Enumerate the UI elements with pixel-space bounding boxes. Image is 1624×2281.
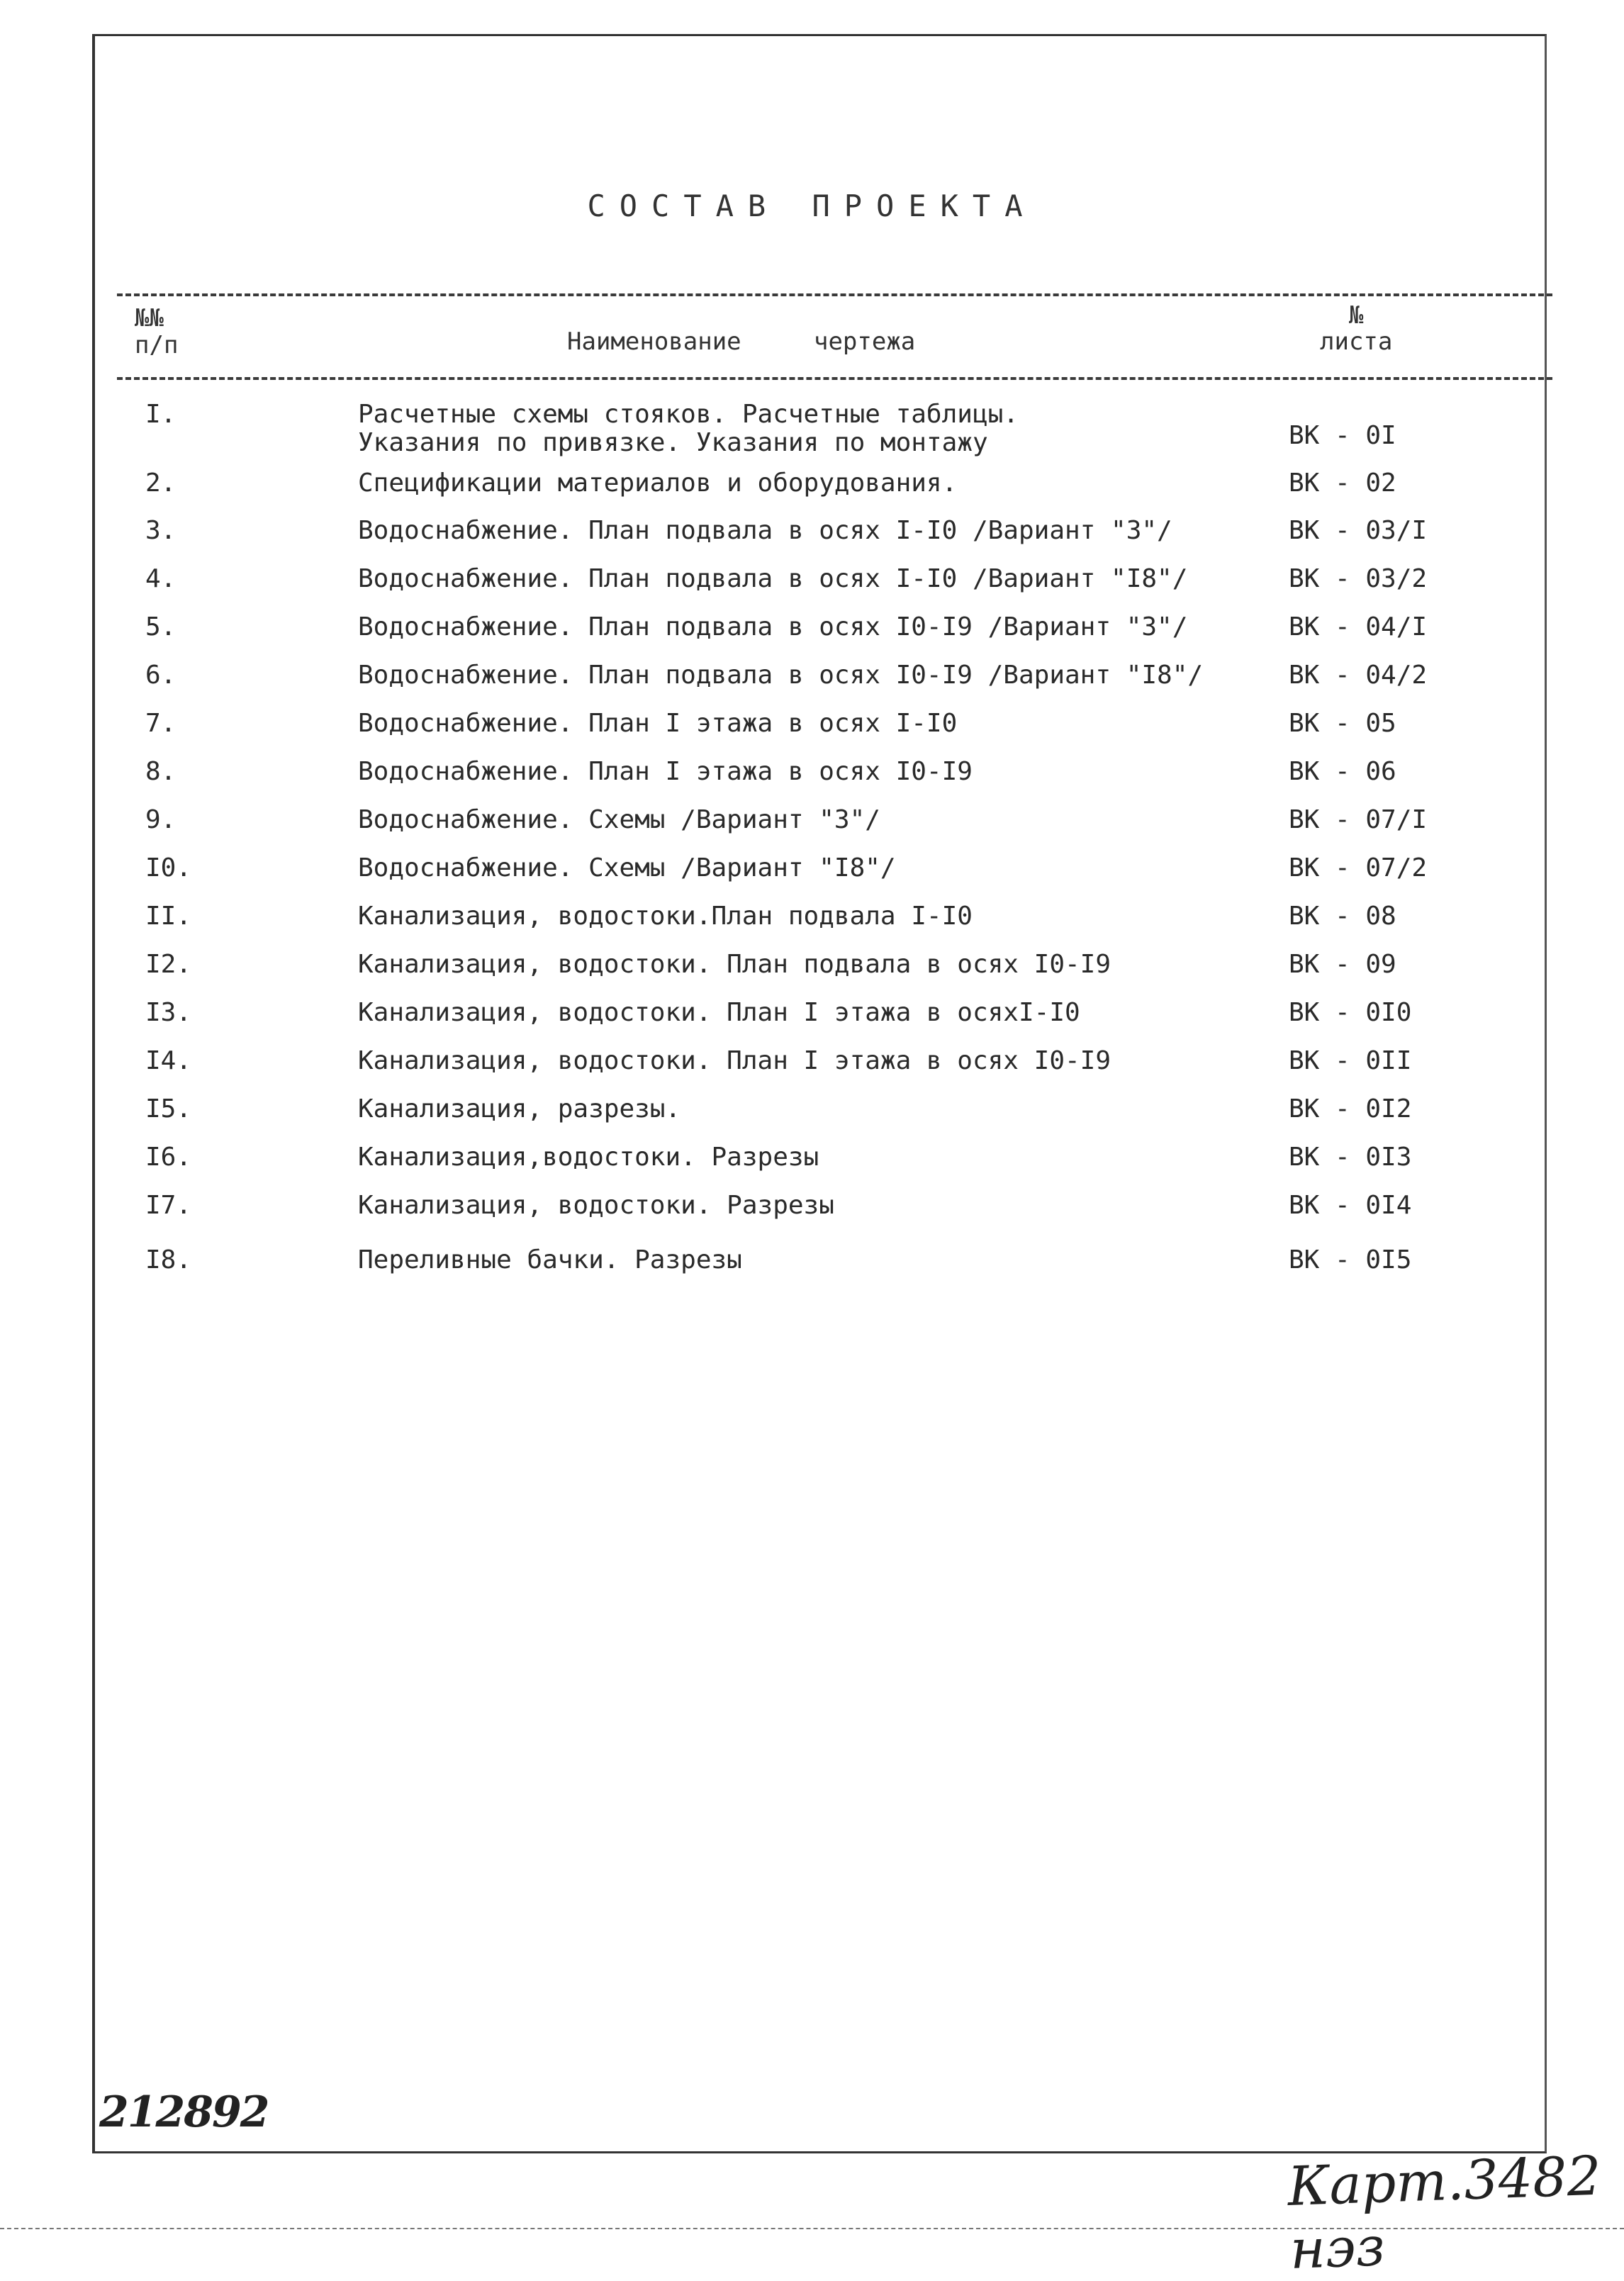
row-sheet: ВК - 09 [1289, 950, 1396, 979]
row-title: Водоснабжение. Схемы /Вариант "3"/ [358, 805, 880, 834]
list-item [0, 517, 1624, 559]
row-number: I7. [145, 1191, 192, 1220]
header-num-label-2: п/п [135, 331, 179, 359]
row-title: Водоснабжение. План подвала в осях I-I0 /Вариант "3"/ [358, 516, 1172, 545]
row-number: II. [145, 902, 192, 931]
row-sheet: ВК - 0I4 [1289, 1191, 1412, 1220]
row-sheet: ВК - 0I0 [1289, 998, 1412, 1027]
row-sheet: ВК - 0I [1289, 421, 1396, 450]
row-title: Водоснабжение. План подвала в осях I-I0 /Вариант "I8"/ [358, 564, 1188, 593]
page-title: СОСТАВ ПРОЕКТА [587, 189, 1037, 223]
row-title: Водоснабжение. План I этажа в осях I0-I9 [358, 757, 973, 786]
list-item [0, 400, 1624, 457]
row-number: 8. [145, 757, 177, 786]
header-top-divider [117, 293, 1552, 296]
handwritten-archive-note: Карт.3482 нэз [1287, 2143, 1603, 2281]
row-title: Канализация, водостоки. Разрезы [358, 1191, 834, 1220]
list-item [0, 951, 1624, 993]
list-item [0, 613, 1624, 656]
list-item [0, 469, 1624, 512]
row-title: Водоснабжение. План I этажа в осях I-I0 [358, 709, 958, 738]
list-item [0, 758, 1624, 800]
row-title: Водоснабжение. План подвала в осях I0-I9 /Вариант "3"/ [358, 612, 1188, 641]
header-name-label: Наименование чертежа [567, 327, 916, 356]
row-title: Канализация, водостоки. План I этажа в осяхI-I0 [358, 998, 1080, 1027]
row-sheet: ВК - 0I3 [1289, 1143, 1412, 1172]
row-sheet: ВК - 0II [1289, 1046, 1412, 1075]
row-number: I. [145, 400, 177, 429]
header-sheet-label-2: листа [1320, 327, 1393, 356]
row-title: Канализация, водостоки. План I этажа в осях I0-I9 [358, 1046, 1111, 1075]
row-title: Спецификации материалов и оборудования. [358, 469, 958, 498]
list-item [0, 565, 1624, 607]
row-sheet: ВК - 03/2 [1289, 564, 1428, 593]
list-item [0, 902, 1624, 945]
list-item [0, 1095, 1624, 1138]
row-title: Канализация,водостоки. Разрезы [358, 1143, 819, 1172]
list-item [0, 1192, 1624, 1234]
list-item [0, 806, 1624, 848]
list-item [0, 661, 1624, 704]
row-title: Канализация, разрезы. [358, 1094, 681, 1123]
row-number: I4. [145, 1046, 192, 1075]
header-bottom-divider [117, 377, 1552, 380]
row-title: Канализация, водостоки. План подвала в осях I0-I9 [358, 950, 1111, 979]
row-number: I5. [145, 1094, 192, 1123]
list-item [0, 1246, 1624, 1289]
row-number: 3. [145, 516, 177, 545]
list-item [0, 1047, 1624, 1089]
sheet-trim-line [0, 2228, 1624, 2229]
row-title: Водоснабжение. План подвала в осях I0-I9 /Вариант "I8"/ [358, 661, 1204, 690]
row-sheet: ВК - 07/I [1289, 805, 1428, 834]
row-number: 9. [145, 805, 177, 834]
row-sheet: ВК - 08 [1289, 902, 1396, 931]
row-sheet: ВК - 03/I [1289, 516, 1428, 545]
header-num-label-1: №№ [135, 304, 164, 332]
row-title: Переливные бачки. Разрезы [358, 1245, 742, 1274]
row-number: I6. [145, 1143, 192, 1172]
list-item [0, 710, 1624, 752]
row-title: Водоснабжение. Схемы /Вариант "I8"/ [358, 853, 896, 882]
row-number: I0. [145, 853, 192, 882]
row-sheet: ВК - 06 [1289, 757, 1396, 786]
handwritten-inventory-number: 212892 [99, 2087, 269, 2137]
row-sheet: ВК - 02 [1289, 469, 1396, 498]
row-number: 7. [145, 709, 177, 738]
row-sheet: ВК - 05 [1289, 709, 1396, 738]
row-number: 4. [145, 564, 177, 593]
header-sheet-label-1: № [1349, 301, 1364, 330]
row-number: 2. [145, 469, 177, 498]
row-sheet: ВК - 0I2 [1289, 1094, 1412, 1123]
row-sheet: ВК - 04/I [1289, 612, 1428, 641]
row-title: Канализация, водостоки.План подвала I-I0 [358, 902, 973, 931]
row-number: I2. [145, 950, 192, 979]
row-title: Расчетные схемы стояков. Расчетные таблицы. Указания по привязке. Указания по монтажу [358, 400, 1019, 457]
list-item [0, 999, 1624, 1041]
row-sheet: ВК - 0I5 [1289, 1245, 1412, 1274]
row-number: 5. [145, 612, 177, 641]
row-number: 6. [145, 661, 177, 690]
row-sheet: ВК - 04/2 [1289, 661, 1428, 690]
list-item [0, 854, 1624, 897]
list-item [0, 1143, 1624, 1186]
row-number: I8. [145, 1245, 192, 1274]
row-sheet: ВК - 07/2 [1289, 853, 1428, 882]
row-number: I3. [145, 998, 192, 1027]
